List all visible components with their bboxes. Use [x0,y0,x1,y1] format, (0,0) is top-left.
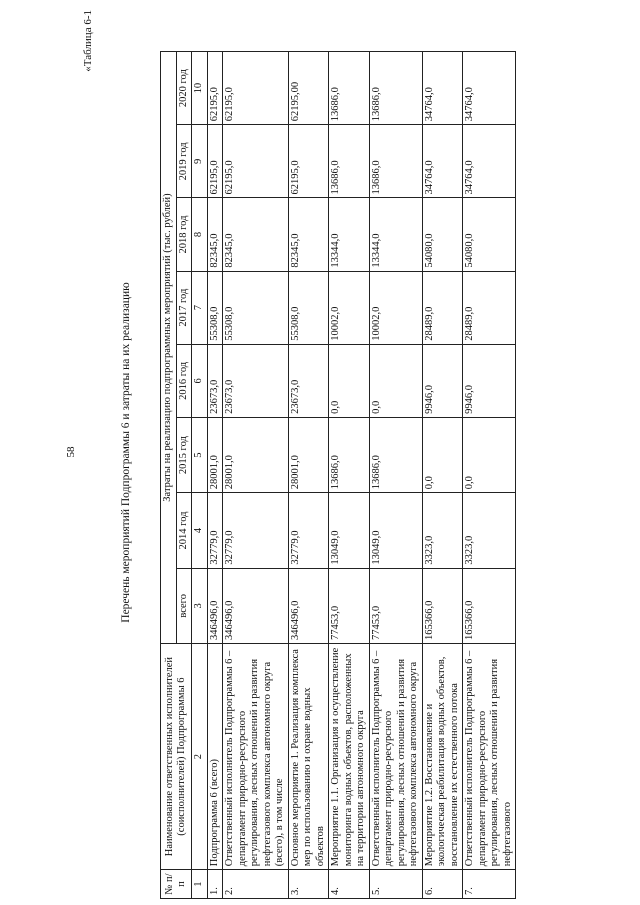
header-year: 2018 год [176,198,192,271]
row-value-2017: 10002,0 [329,271,370,344]
row-value-2019: 13686,0 [329,125,370,198]
row-value-2016: 9946,0 [422,344,463,417]
row-value-2014: 32779,0 [223,493,289,568]
row-value-2019: 62195,0 [207,125,223,198]
row-value-2018: 13344,0 [369,198,422,271]
table-row [369,52,422,899]
column-number: 3 [192,568,208,643]
row-value-2016: 0,0 [369,344,422,417]
row-number: 6. [422,870,463,899]
header-row-1 [161,52,177,899]
table-row [288,52,329,899]
row-value-2019: 13686,0 [369,125,422,198]
row-name: Ответственный исполнитель Подпрограммы 6 – департамент природно-ресурсного регулирования, лесных отношений и развития нефтегазового комплекса автономного округа (всего), в том числе [223,644,289,870]
row-value-2016: 23673,0 [288,344,329,417]
row-number: 3. [288,870,329,899]
row-name: Ответственный исполнитель Подпрограммы 6 – департамент природно-ресурсного регулирования, лесных отношений и развития нефтегазового [463,644,516,870]
row-name: Основное мероприятие 1. Реализация комплекса мер по использованию и охране водных объектов [288,644,329,870]
row-value-2017: 55308,0 [207,271,223,344]
row-value-2014: 13049,0 [329,493,370,568]
row-value-2020: 34764,0 [463,52,516,125]
row-value-2019: 62195,0 [288,125,329,198]
row-value-2017: 28489,0 [422,271,463,344]
row-total: 77453,0 [369,568,422,643]
row-total: 346496,0 [288,568,329,643]
row-value-2015: 0,0 [463,417,516,492]
row-value-2015: 13686,0 [329,417,370,492]
header-year: 2014 год [176,493,192,568]
table-row [207,52,223,899]
row-value-2019: 34764,0 [463,125,516,198]
expenditure-table [160,51,516,899]
row-number: 7. [463,870,516,899]
row-value-2020: 34764,0 [422,52,463,125]
table-row [422,52,463,899]
row-value-2020: 62195,00 [288,52,329,125]
row-value-2019: 62195,0 [223,125,289,198]
column-number: 10 [192,52,208,125]
header-costs: Затраты на реализацию подпрограммных мероприятий (тыс. рублей) [161,52,177,644]
row-name: Подпрограмма 6 (всего) [207,644,223,870]
column-number: 2 [192,644,208,870]
column-number: 4 [192,493,208,568]
row-total: 165366,0 [422,568,463,643]
table-body [207,52,516,899]
row-number: 2. [223,870,289,899]
row-value-2017: 55308,0 [288,271,329,344]
header-year: 2015 год [176,417,192,492]
column-number: 6 [192,344,208,417]
row-value-2020: 13686,0 [329,52,370,125]
table-reference: «Таблица 6-1 [82,10,94,72]
row-value-2018: 13344,0 [329,198,370,271]
row-value-2018: 82345,0 [223,198,289,271]
row-value-2018: 54080,0 [422,198,463,271]
column-number: 7 [192,271,208,344]
row-value-2019: 34764,0 [422,125,463,198]
row-total: 346496,0 [207,568,223,643]
table-row [329,52,370,899]
row-number: 5. [369,870,422,899]
column-number-row [192,52,208,899]
row-value-2014: 3323,0 [422,493,463,568]
row-value-2018: 54080,0 [463,198,516,271]
row-value-2020: 62195,0 [223,52,289,125]
header-total: всего [176,568,192,643]
row-number: 1. [207,870,223,899]
column-number: 1 [192,870,208,899]
row-value-2017: 55308,0 [223,271,289,344]
row-value-2014: 13049,0 [369,493,422,568]
column-number: 8 [192,198,208,271]
row-value-2014: 32779,0 [207,493,223,568]
header-year: 2019 год [176,125,192,198]
header-year: 2017 год [176,271,192,344]
row-value-2015: 13686,0 [369,417,422,492]
row-value-2018: 82345,0 [288,198,329,271]
header-year: 2016 год [176,344,192,417]
row-total: 165366,0 [463,568,516,643]
page-number: 58 [65,446,77,458]
row-name: Ответственный исполнитель Подпрограммы 6 – департамент природно-ресурсного регулирования, лесных отношений и развития нефтегазового комплекса автономного округа [369,644,422,870]
header-num: № п/п [161,870,192,899]
row-value-2020: 13686,0 [369,52,422,125]
row-value-2016: 0,0 [329,344,370,417]
column-number: 9 [192,125,208,198]
row-name: Мероприятие 1.1. Организация и осуществление мониторинга водных объектов, расположенных на территории автономного округа [329,644,370,870]
row-name: Мероприятие 1.2. Восстановление и экологическая реабилитация водных объектов, восстановление их естественного потока [422,644,463,870]
header-year: 2020 год [176,52,192,125]
row-number: 4. [329,870,370,899]
row-value-2014: 3323,0 [463,493,516,568]
row-total: 346496,0 [223,568,289,643]
row-value-2015: 28001,0 [288,417,329,492]
row-value-2016: 9946,0 [463,344,516,417]
row-value-2014: 32779,0 [288,493,329,568]
row-value-2015: 28001,0 [223,417,289,492]
header-name: Наименование ответственных исполнителей (соисполнителей) Подпрограммы 6 [161,644,192,870]
row-value-2017: 28489,0 [463,271,516,344]
row-value-2016: 23673,0 [207,344,223,417]
row-value-2020: 62195,0 [207,52,223,125]
page-title: Перечень мероприятий Подпрограммы 6 и затраты на их реализацию [120,282,132,623]
table-row [223,52,289,899]
row-value-2016: 23673,0 [223,344,289,417]
column-number: 5 [192,417,208,492]
row-value-2017: 10002,0 [369,271,422,344]
row-value-2015: 28001,0 [207,417,223,492]
row-value-2015: 0,0 [422,417,463,492]
row-total: 77453,0 [329,568,370,643]
table-row [463,52,516,899]
row-value-2018: 82345,0 [207,198,223,271]
